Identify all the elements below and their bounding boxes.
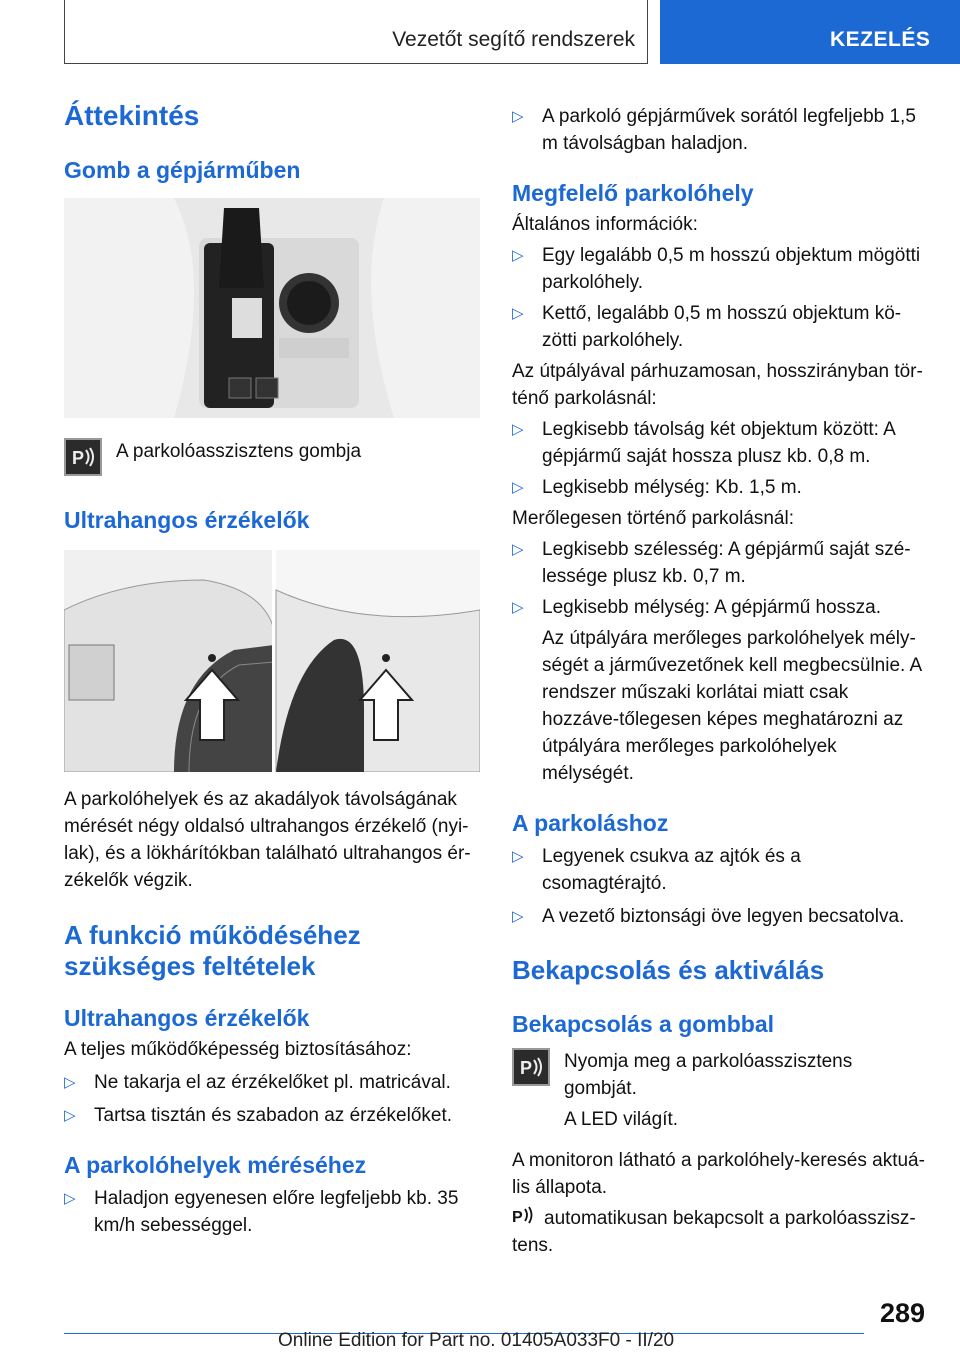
subheading-for-parking: A parkoláshoz — [512, 810, 669, 836]
svg-text:P: P — [72, 448, 85, 468]
list-item — [64, 1069, 480, 1096]
list-item — [512, 843, 930, 897]
para-depth-note: Az útpályára merőleges parkolóhelyek mély-ségét a járművezetőnek kell megbecsülnie. A rendszer műszaki korlátai miatt csak hozzáve-tőlegesen képes meghatározni az útpályára merőleges parkolóhelyek mélységét. — [542, 628, 922, 784]
bullet-triangle-icon: ▷ — [512, 247, 524, 264]
bullet-triangle-icon: ▷ — [512, 908, 524, 925]
svg-text:P: P — [512, 1209, 523, 1226]
bullet-triangle-icon: ▷ — [64, 1107, 76, 1124]
subheading-button: Gomb a gépjárműben — [64, 157, 301, 183]
park-assist-small-icon — [512, 1205, 536, 1227]
bullet-triangle-icon: ▷ — [64, 1190, 76, 1207]
tab-kezeles[interactable] — [660, 0, 960, 64]
bullet-triangle-icon: ▷ — [512, 421, 524, 438]
bullet-text: Legkisebb szélesség: A gépjármű saját szé-lessége plusz kb. 0,7 m. — [542, 539, 911, 587]
para-monitor: A monitoron látható a parkolóhely-keresés aktuá-lis állapota. — [512, 1150, 925, 1198]
para-full-function: A teljes működőképesség biztosításához: — [64, 1039, 412, 1060]
para-auto-text: automatikusan bekapcsolt a parkolóasszisz-tens. — [512, 1208, 916, 1256]
bullet-text: Ne takarja el az érzékelőket pl. matricával. — [94, 1072, 451, 1093]
park-assist-icon — [512, 1048, 550, 1086]
bullet-text: A parkoló gépjárművek sorától legfeljebb 1,5 m távolságban haladjon. — [542, 106, 916, 154]
bullet-triangle-icon: ▷ — [512, 848, 524, 865]
heading-overview: Áttekintés — [64, 100, 200, 131]
subheading-parking-space: Megfelelő parkolóhely — [512, 180, 754, 206]
list-item — [512, 416, 930, 470]
header-box — [64, 0, 648, 64]
bullet-text: A vezető biztonsági öve legyen becsatolva. — [542, 906, 905, 927]
list-item — [512, 300, 930, 354]
subheading-measuring: A parkolóhelyek méréséhez — [64, 1152, 367, 1178]
tab-label: KEZELÉS — [830, 28, 931, 51]
caption-park-button: A parkolóasszisztens gombja — [116, 441, 362, 462]
bullet-text: Legkisebb mélység: Kb. 1,5 m. — [542, 477, 802, 498]
list-item — [64, 1102, 480, 1129]
bullet-text: Legkisebb mélység: A gépjármű hossza. — [542, 597, 882, 618]
para-led: A LED világít. — [563, 1109, 679, 1130]
para-sensors: A parkolóhelyek és az akadályok távolságának mérését négy oldalsó ultrahangos érzékelő (nyi-lak), és a lökhárítókban található ultrahangos ér-zékelők végzik. — [64, 789, 471, 891]
list-item — [512, 103, 930, 157]
bullet-triangle-icon: ▷ — [512, 479, 524, 496]
right-column — [512, 103, 930, 1259]
list-item — [512, 474, 930, 501]
svg-text:P: P — [519, 1058, 532, 1078]
subheading-sensors-2: Ultrahangos érzékelők — [64, 1005, 310, 1031]
heading-activation: Bekapcsolás és aktiválás — [512, 955, 825, 985]
subheading-sensors: Ultrahangos érzékelők — [64, 507, 310, 533]
list-item — [64, 1185, 480, 1239]
bullet-triangle-icon: ▷ — [64, 1074, 76, 1091]
list-item — [512, 536, 930, 590]
ultrasonic-sensors-image — [64, 550, 480, 772]
page-number: 289 — [880, 1298, 926, 1328]
bullet-triangle-icon: ▷ — [512, 541, 524, 558]
subheading-with-button: Bekapcsolás a gombbal — [512, 1011, 775, 1037]
para-general: Általános információk: — [512, 214, 698, 235]
gear-console-image — [64, 198, 480, 418]
footer-edition: Online Edition for Part no. 01405A033F0 - II/20 — [278, 1330, 675, 1351]
para-press-button: Nyomja meg a parkolóasszisztens gombját. — [563, 1051, 853, 1099]
bullet-triangle-icon: ▷ — [512, 305, 524, 322]
section-title: Vezetőt segítő rendszerek — [392, 28, 635, 51]
list-item — [512, 903, 930, 930]
bullet-text: Haladjon egyenesen előre legfeljebb kb. 35 km/h sebességgel. — [94, 1188, 459, 1236]
list-item — [512, 242, 930, 296]
left-column — [64, 100, 480, 1239]
bullet-text: Tartsa tisztán és szabadon az érzékelőket. — [94, 1105, 453, 1126]
para-auto — [512, 1205, 930, 1259]
para-perpendicular: Merőlegesen történő parkolásnál: — [512, 508, 795, 529]
bullet-text: Legyenek csukva az ajtók és a csomagtérajtó. — [542, 846, 801, 894]
list-item — [512, 594, 930, 621]
bullet-triangle-icon: ▷ — [512, 599, 524, 616]
bullet-text: Kettő, legalább 0,5 m hosszú objektum kö-zötti parkolóhely. — [542, 303, 902, 351]
para-parallel: Az útpályával párhuzamosan, hosszirányban tör-ténő parkolásnál: — [512, 361, 923, 409]
bullet-triangle-icon: ▷ — [512, 108, 524, 125]
bullet-text: Legkisebb távolság két objektum között: A gépjármű saját hossza plusz kb. 0,8 m. — [542, 419, 895, 467]
park-assist-icon — [64, 438, 102, 476]
bullet-text: Egy legalább 0,5 m hosszú objektum mögötti parkolóhely. — [542, 245, 921, 293]
heading-conditions: A funkció működéséhez szükséges feltételek — [64, 920, 361, 981]
